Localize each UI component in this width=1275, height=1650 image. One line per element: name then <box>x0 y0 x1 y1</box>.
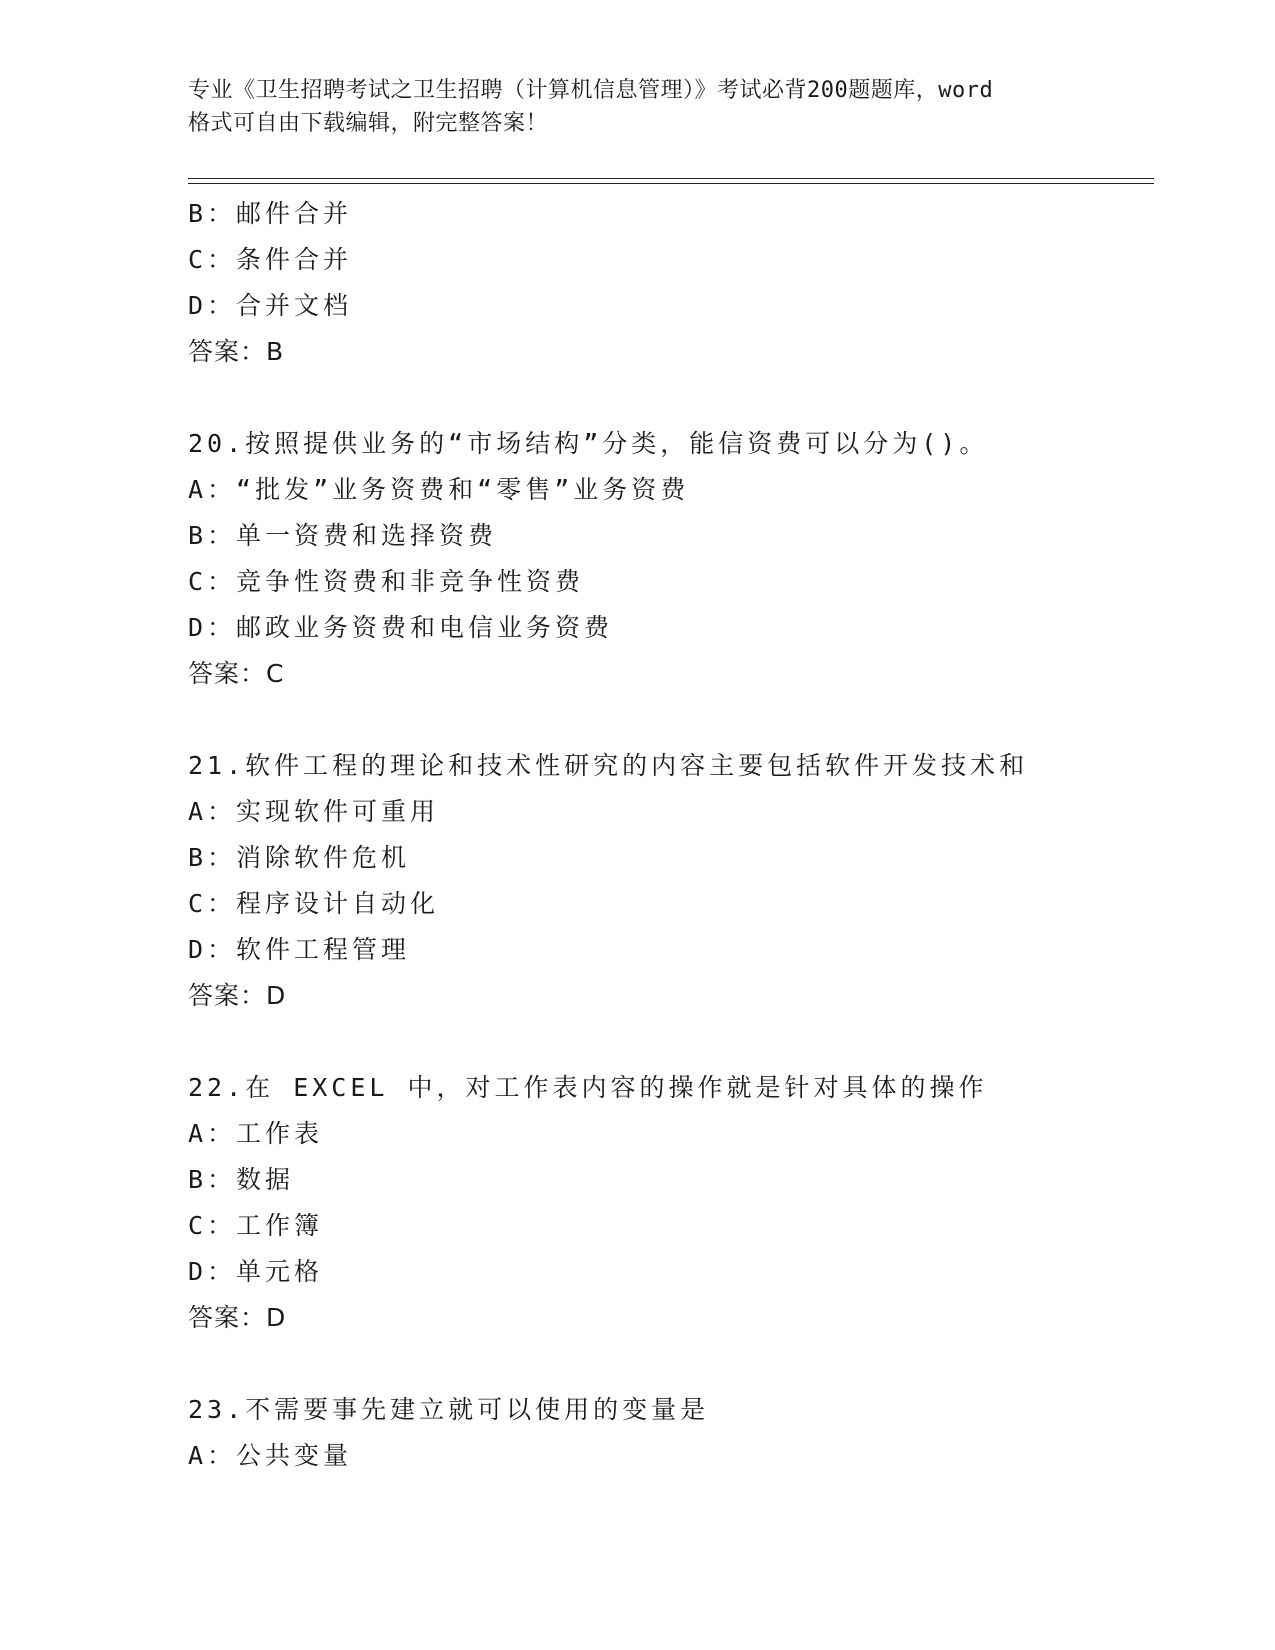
header-line-2: 格式可自由下载编辑，附完整答案！ <box>188 111 549 136</box>
option-b: B：消除软件危机 <box>188 843 411 872</box>
header-line-1: 专业《卫生招聘考试之卫生招聘（计算机信息管理）》考试必背200题题库，word <box>188 78 994 103</box>
option-b: B：数据 <box>188 1165 295 1194</box>
spacer <box>188 1341 1154 1387</box>
option-c: C：竞争性资费和非竞争性资费 <box>188 567 585 596</box>
spacer <box>188 375 1154 421</box>
header-divider-top <box>188 178 1154 179</box>
header-divider-bottom <box>188 183 1154 184</box>
answer-line: 答案：D <box>188 981 287 1010</box>
question-22 <box>188 1065 1154 1341</box>
option-b: B：邮件合并 <box>188 199 353 228</box>
option-c: C：工作簿 <box>188 1211 324 1240</box>
option-d: D：邮政业务资费和电信业务资费 <box>188 613 614 642</box>
question-stem: 21.软件工程的理论和技术性研究的内容主要包括软件开发技术和 <box>188 751 1029 780</box>
question-21 <box>188 743 1154 1019</box>
spacer <box>188 697 1154 743</box>
option-a: A：实现软件可重用 <box>188 797 440 826</box>
option-a: A：工作表 <box>188 1119 324 1148</box>
option-d: D：软件工程管理 <box>188 935 411 964</box>
option-c: C：条件合并 <box>188 245 353 274</box>
option-d: D：单元格 <box>188 1257 324 1286</box>
question-stem: 22.在 EXCEL 中，对工作表内容的操作就是针对具体的操作 <box>188 1073 988 1102</box>
document-header <box>188 74 1088 140</box>
option-d: D：合并文档 <box>188 291 353 320</box>
answer-line: 答案：D <box>188 1303 287 1332</box>
option-b: B：单一资费和选择资费 <box>188 521 498 550</box>
spacer <box>188 1019 1154 1065</box>
question-20 <box>188 421 1154 697</box>
option-c: C：程序设计自动化 <box>188 889 440 918</box>
answer-line: 答案：C <box>188 659 285 688</box>
question-23 <box>188 1387 1154 1479</box>
answer-line: 答案：B <box>188 337 285 366</box>
question-list <box>188 191 1154 1479</box>
question-19-remainder <box>188 191 1154 375</box>
option-a: A：公共变量 <box>188 1441 353 1470</box>
option-a: A：“批发”业务资费和“零售”业务资费 <box>188 475 690 504</box>
question-stem: 23.不需要事先建立就可以使用的变量是 <box>188 1395 710 1424</box>
question-stem: 20.按照提供业务的“市场结构”分类，能信资费可以分为()。 <box>188 429 989 458</box>
